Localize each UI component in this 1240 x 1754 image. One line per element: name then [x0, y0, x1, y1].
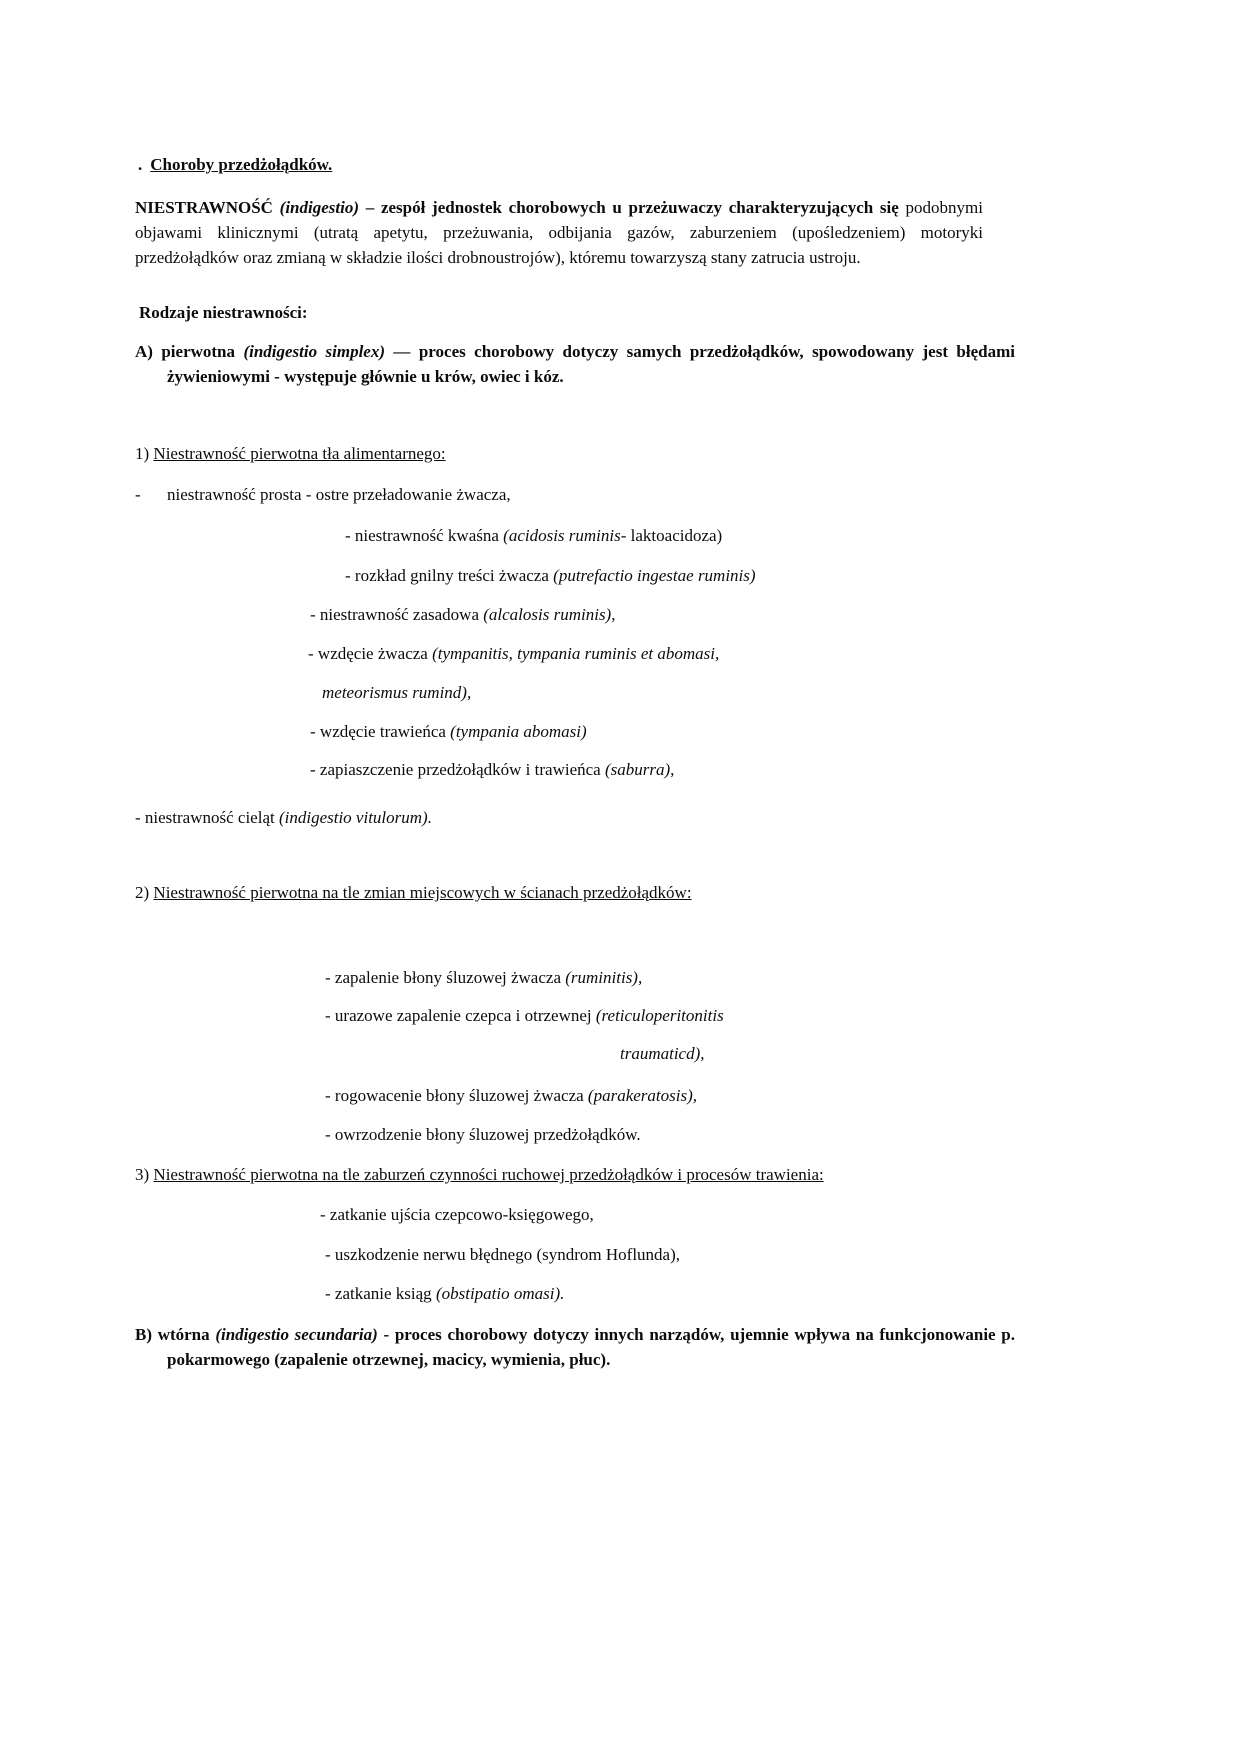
list-item-text: - uszkodzenie nerwu błędnego (syndrom Hoflunda),: [325, 1245, 681, 1264]
list-item-latin-term: (tympanitis, tympania ruminis et abomasi,: [432, 644, 720, 663]
list-item: [325, 966, 642, 990]
section-1-number: 1): [135, 444, 154, 463]
list-item-latin-term: meteorismus rumind),: [322, 683, 472, 702]
document-title-line: [138, 153, 332, 177]
list-item-latin-term: (reticuloperitonitis: [595, 1006, 724, 1025]
page-title: Choroby przedżołądków.: [150, 155, 333, 174]
list-item-text: niestrawność prosta - ostre przeładowanie żwacza,: [167, 485, 511, 504]
item-a-label: A) pierwotna: [135, 342, 244, 361]
section-3-title: Niestrawność pierwotna na tle zaburzeń czynności ruchowej przedżołądków i procesów trawienia:: [153, 1165, 824, 1184]
list-item-text: - wzdęcie trawieńca: [310, 722, 451, 741]
list-item: [325, 1282, 564, 1306]
list-item-text: - urazowe zapalenie czepca i otrzewnej: [325, 1006, 596, 1025]
list-item-latin-term: (indigestio vitulorum).: [278, 808, 432, 827]
item-b-latin-term: (indigestio secundaria): [215, 1325, 378, 1344]
list-item-latin-term: (tympania abomasi): [450, 722, 587, 741]
list-item-latin-term: (alcalosis ruminis),: [483, 605, 616, 624]
section-2-heading: [135, 881, 692, 905]
list-item-text: - niestrawność zasadowa: [310, 605, 484, 624]
list-item-text: - niestrawność cieląt: [135, 808, 279, 827]
list-item-latin-term: (saburra),: [604, 760, 675, 779]
item-b-body: - proces chorobowy dotyczy innych narządów, ujemnie wpływa na funkcjonowanie p. pokarmowego (zapalenie otrzewnej, macicy, wymienia, płuc).: [167, 1325, 1015, 1369]
item-a-latin-term: (indigestio simplex): [243, 342, 386, 361]
list-item: [325, 1123, 641, 1147]
list-item: [310, 603, 615, 627]
list-item-text: - zatkanie ksiąg: [325, 1284, 436, 1303]
intro-body: podobnymi objawami klinicznymi (utratą apetytu, przeżuwania, odbijania gazów, zaburzeniem (upośledzeniem) motoryki przedżołądków oraz zmianą w składzie ilości drobnoustrojów), któremu towarzyszą stany zatrucia ustroju.: [135, 198, 983, 267]
list-item: [322, 681, 471, 705]
section-2-title: Niestrawność pierwotna na tle zmian miejscowych w ścianach przedżołądków:: [153, 883, 692, 902]
list-item: [325, 1243, 680, 1267]
list-item-latin-term: (parakeratosis),: [587, 1086, 697, 1105]
item-a-body: — proces chorobowy dotyczy samych przedżołądków, spowodowany jest błędami żywieniowymi - występuje głównie u krów, owiec i kóz.: [167, 342, 1015, 386]
list-item: [320, 1203, 594, 1227]
list-item-text: - zatkanie ujścia czepcowo-księgowego,: [320, 1205, 594, 1224]
list-item-text-post: - laktoacidoza): [620, 526, 723, 545]
intro-term: NIESTRAWNOŚĆ: [135, 198, 280, 217]
section-2-number: 2): [135, 883, 154, 902]
list-item-text: - rozkład gnilny treści żwacza: [345, 566, 554, 585]
list-item: [135, 806, 432, 830]
list-item-latin-term: (putrefactio ingestae ruminis): [553, 566, 756, 585]
list-item-text: - zapiaszczenie przedżołądków i trawieńca: [310, 760, 605, 779]
list-item: [345, 524, 722, 548]
list-item-latin-term: traumaticd),: [620, 1044, 705, 1063]
list-item-latin-term: (acidosis ruminis: [503, 526, 621, 545]
section-1-heading: [135, 442, 446, 466]
section-3-number: 3): [135, 1165, 154, 1184]
intro-latin-term: (indigestio): [279, 198, 359, 217]
list-item-dash: -: [135, 485, 141, 504]
item-a-paragraph: [135, 339, 1015, 389]
list-item-text: - zapalenie błony śluzowej żwacza: [325, 968, 566, 987]
list-item-text: - wzdęcie żwacza: [308, 644, 433, 663]
intro-lead: – zespół jednostek chorobowych u przeżuwaczy charakteryzujących się: [359, 198, 906, 217]
list-item: [620, 1042, 705, 1066]
item-b-label: B) wtórna: [135, 1325, 216, 1344]
list-item: [308, 642, 719, 666]
list-item-latin-term: (ruminitis),: [565, 968, 643, 987]
list-item-text: - owrzodzenie błony śluzowej przedżołądków.: [325, 1125, 641, 1144]
title-list-marker: .: [138, 155, 143, 174]
list-item: [135, 483, 511, 507]
list-item: [325, 1004, 724, 1028]
list-item: [310, 720, 587, 744]
item-b-paragraph: [135, 1322, 1015, 1372]
list-item-text: - rogowacenie błony śluzowej żwacza: [325, 1086, 588, 1105]
section-3-heading: [135, 1163, 824, 1187]
section-1-title: Niestrawność pierwotna tła alimentarnego:: [153, 444, 446, 463]
list-item-latin-term: (obstipatio omasi).: [435, 1284, 565, 1303]
list-item: [310, 758, 674, 782]
list-item: [345, 564, 756, 588]
intro-paragraph: [135, 195, 983, 270]
list-item-text: - niestrawność kwaśna: [345, 526, 504, 545]
subtitle-heading: Rodzaje niestrawności:: [139, 303, 308, 322]
list-item: [325, 1084, 697, 1108]
